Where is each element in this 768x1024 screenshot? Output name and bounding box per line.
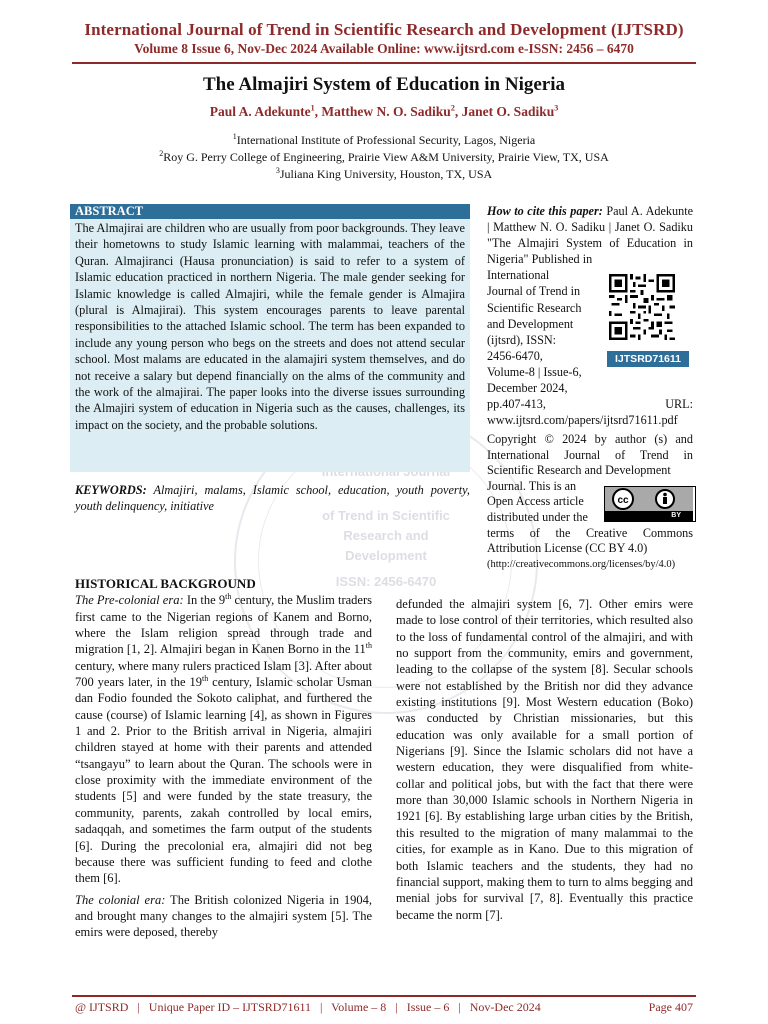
copyright-line: Open Access article bbox=[487, 494, 584, 509]
paragraph-text: century, Islamic scholar Usman dan Fodio founded the Sokoto caliphat, and furthered the cause (course) of Islamic learning [4], as shown in Figures 1 and 2. Prior to the British arrival in Nigeria, almajiri children stayed at home with their parents and attended “tsangayu” to learn about the Quran. The schools were in close proximity with the immediate environment of the students [5] and were funded by the state treasury, the community, parents, zakah controlled by local emirs, sadaqqah, and sometimes the farm output of the students [6]. During the precolonial era, almajiri did not beg because there was sufficient funding to feed and clothe them [6]. bbox=[75, 675, 372, 886]
citation-url[interactable]: www.ijtsrd.com/papers/ijtsrd71611.pdf bbox=[487, 413, 678, 428]
affiliation bbox=[0, 133, 768, 148]
citation-label: How to cite this paper: bbox=[487, 204, 603, 218]
keywords-label: KEYWORDS: bbox=[75, 483, 147, 497]
author-affil-mark: 1 bbox=[310, 103, 315, 113]
copyright-line: distributed under the bbox=[487, 509, 588, 524]
keywords-text: Almajiri, malams, Islamic school, education, youth poverty, youth delinquency, initiative bbox=[75, 483, 470, 513]
author-name: Paul A. Adekunte bbox=[209, 104, 311, 119]
affiliation-mark: 1 bbox=[232, 132, 237, 141]
affiliation-mark: 2 bbox=[159, 149, 164, 158]
citation-line: and Development bbox=[487, 316, 574, 331]
paragraph-text: century, where many rulers practiced Islam [3]. After about 700 years later, in the 19 bbox=[75, 658, 372, 690]
footer-info: @ IJTSRD | Unique Paper ID – IJTSRD71611 | Volume – 8 | Issue – 6 | Nov-Dec 2024 bbox=[75, 1000, 541, 1014]
ordinal-suffix: th bbox=[225, 592, 232, 602]
author-list: Paul A. Adekunte$^1$, Matthew N. O. Sadiku$^2$, Janet O. Sadiku$^3$ bbox=[209, 103, 559, 119]
era-label: The colonial era: bbox=[75, 892, 166, 907]
header-divider bbox=[72, 62, 696, 64]
affiliation-text: International Institute of Professional Security, Lagos, Nigeria bbox=[236, 133, 536, 147]
paragraph-text: defunded the almajiri system [6, 7]. Other emirs were made to lose control of their territories, which resulted also to the loss of fundamental control of the almajiri, and with no support from the community, emirs and government, leading to the collapse of the system [8]. Secular schools were not established by the British nor did they advance existing institutions [9]. Most Western education (Boko) was conducted by Christian missionaries, but this education was only available for a small portion of Nigerians [9]. Since the Islamic scholars did not have a western education, they were disqualified from white-collar and political jobs, but with the fact that there were more than 30,000 Islamic schools in Northern Nigeria in 1921 [6]. By establishing large urban cities by the British, this resulted to the migration of many malammai to the cities, for example as in Kano. Due to this migration of both Islamic teachers and the students, they had no financial support, making them to turn to alms begging and menial jobs for survival [7, 8]. Eventually this practice became the norm [7]. bbox=[396, 597, 693, 922]
citation-line: International bbox=[487, 268, 550, 283]
svg-text:cc: cc bbox=[617, 495, 629, 506]
watermark-line: Development bbox=[345, 548, 427, 563]
citation-pages: pp.407-413, URL: bbox=[487, 397, 693, 412]
citation-line: Scientific Research bbox=[487, 300, 582, 315]
copyright-text: Copyright © 2024 by author (s) and International Journal of Trend in Scientific Research and Development bbox=[487, 432, 693, 478]
citation-intro bbox=[487, 203, 693, 267]
affiliation bbox=[0, 150, 768, 165]
cc-by-license-badge[interactable] bbox=[604, 486, 696, 522]
paragraph-text: In the 9 bbox=[183, 593, 226, 608]
section-heading: HISTORICAL BACKGROUND bbox=[75, 576, 256, 591]
page-number: Page 407 bbox=[648, 1000, 693, 1014]
citation-line: Journal of Trend in bbox=[487, 284, 581, 299]
cc-logo-icon bbox=[605, 487, 693, 511]
cc-badge-label: BY bbox=[605, 511, 693, 521]
watermark-line: of Trend in Scientific bbox=[322, 508, 450, 523]
body-left-column bbox=[75, 576, 372, 941]
author-name: Janet O. Sadiku bbox=[461, 104, 555, 119]
paragraph-text: The British colonized Nigeria in 1904, and brought many changes to the almajiri system [5]. The emirs were deposed, thereby bbox=[75, 892, 372, 940]
body-right-column bbox=[396, 596, 693, 923]
citation-line: Volume-8 | Issue-6, bbox=[487, 364, 582, 379]
era-label: The Pre-colonial era: bbox=[75, 593, 184, 608]
qr-code-icon bbox=[607, 272, 677, 342]
copyright-line: Journal. This is an bbox=[487, 478, 577, 493]
ordinal-suffix: th bbox=[202, 673, 209, 683]
affiliation-mark: 3 bbox=[275, 166, 280, 175]
journal-title: International Journal of Trend in Scientific Research and Development (IJTSRD) bbox=[84, 20, 684, 39]
paper-title: The Almajiri System of Education in Nigeria bbox=[202, 74, 566, 95]
keywords bbox=[75, 482, 470, 514]
citation-line: 2456-6470, bbox=[487, 348, 543, 363]
paper-id-badge: IJTSRD71611 bbox=[607, 351, 689, 367]
footer-divider bbox=[72, 995, 696, 997]
author-name: Matthew N. O. Sadiku bbox=[321, 104, 451, 119]
citation-line: (ijtsrd), ISSN: bbox=[487, 332, 557, 347]
journal-subtitle: Volume 8 Issue 6, Nov-Dec 2024 Available Online: www.ijtsrd.com e-ISSN: 2456 – 6470 bbox=[134, 41, 634, 56]
paragraph-text: century, the Muslim traders first came to the Nigerian regions of Kanem and Borno, where the Islam religion spread through trade and migration [1, 2]. Almajiri began in Kanen Borno in the 11 bbox=[75, 593, 372, 657]
abstract-box bbox=[70, 204, 470, 472]
citation-line: December 2024, bbox=[487, 381, 568, 396]
precolonial-paragraph bbox=[75, 592, 372, 886]
copyright-license-text: terms of the Creative Commons Attribution License (CC BY 4.0) bbox=[487, 525, 693, 556]
affiliation-text: Juliana King University, Houston, TX, USA bbox=[279, 167, 493, 181]
affiliation bbox=[0, 167, 768, 182]
ordinal-suffix: th bbox=[365, 641, 372, 651]
abstract-text: The Almajirai are children who are usually from poor backgrounds. They leave their hometowns to study Islamic learning with malammai, teachers of the Quran. Almajiranci (Hausa pronunciation) is said to refer to a system of Islamic education practiced in northern Nigeria. The male gender seeking for Islamic knowledge is called Almajiri, while the female gender is Almajira (plural is Almajirai). This system encourages parents to leave parental responsibilities to the attached Islamic school. The term has been expanded to include any young person who begs on the streets and does not attend secular school. Most malams are educated in the alamajiri system themselves, and do not receive a salary but depend financially on the alms of the community and the work of the almajirai. The paper looks into the diverse issues surrounding the Almajiri system of education in Nigeria such as the causes, challenges, its impact on the society, and the probable solutions. bbox=[75, 221, 465, 432]
colonial-paragraph bbox=[75, 892, 372, 941]
watermark-line: ISSN: 2456-6470 bbox=[335, 574, 437, 589]
author-affil-mark: 2 bbox=[450, 103, 455, 113]
abstract-heading: ABSTRACT bbox=[70, 204, 470, 219]
cc-badge-top bbox=[605, 487, 693, 511]
citation-text: Paul A. Adekunte | Matthew N. O. Sadiku | Janet O. Sadiku "The Almajiri System of Education in Nigeria" Published in bbox=[487, 204, 694, 267]
watermark-line: Research and bbox=[343, 528, 429, 543]
author-affil-mark: 3 bbox=[554, 103, 559, 113]
license-url[interactable]: (http://creativecommons.org/licenses/by/4.0) bbox=[487, 558, 676, 570]
qr-code-block bbox=[607, 272, 689, 367]
affiliation-text: Roy G. Perry College of Engineering, Prairie View A&M University, Prairie View, TX, USA bbox=[163, 150, 609, 164]
